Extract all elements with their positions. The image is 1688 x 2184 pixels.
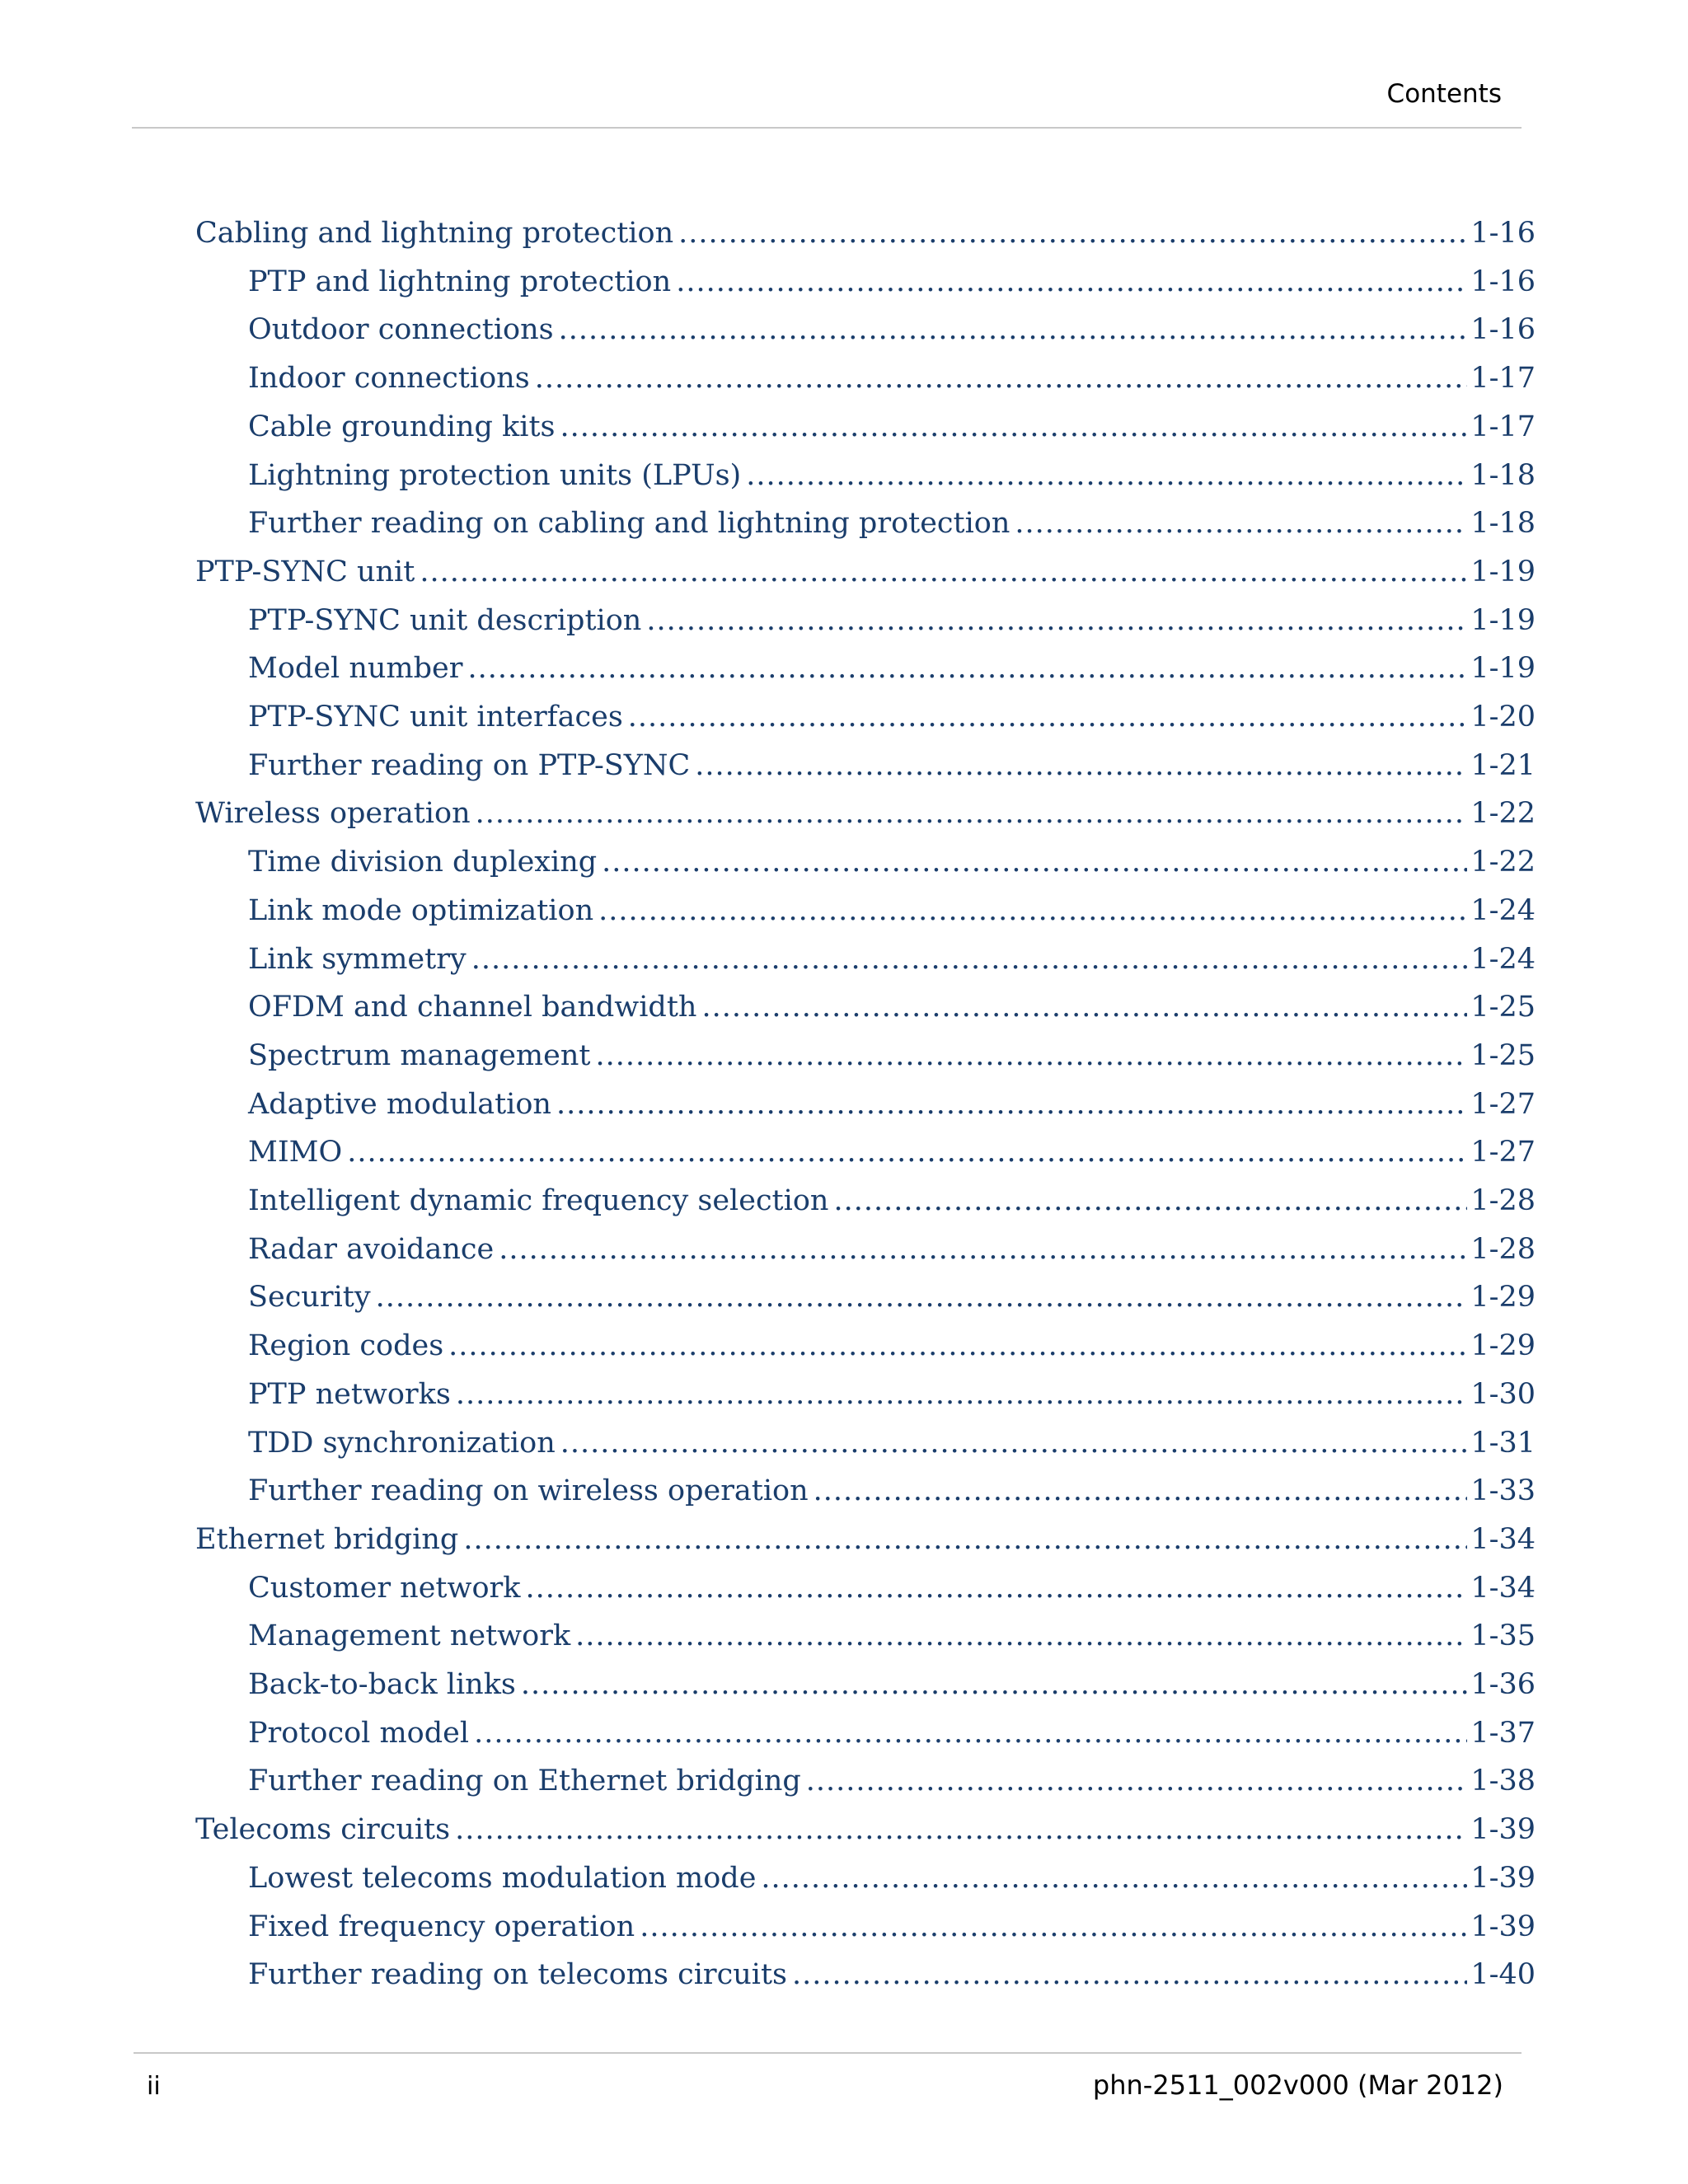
toc-entry[interactable] <box>248 309 1536 350</box>
toc-entry[interactable] <box>248 261 1536 302</box>
toc-dot-leader <box>595 1035 1467 1076</box>
toc-dot-leader <box>761 1858 1467 1899</box>
toc-dot-leader <box>560 1422 1468 1464</box>
toc-entry-title: Ethernet bridging <box>195 1523 459 1556</box>
toc-entry[interactable] <box>195 213 1536 254</box>
toc-entry-page: 1-16 <box>1470 313 1536 346</box>
toc-entry-title: PTP networks <box>248 1378 451 1411</box>
toc-entry-title: Link symmetry <box>248 943 467 976</box>
toc-entry-page: 1-25 <box>1470 1039 1536 1072</box>
toc-entry-page: 1-16 <box>1470 217 1536 250</box>
toc-entry[interactable] <box>248 358 1536 399</box>
toc-entry-title: Region codes <box>248 1329 444 1362</box>
toc-entry-title: Further reading on Ethernet bridging <box>248 1765 801 1797</box>
toc-entry-title: Further reading on telecoms circuits <box>248 1958 787 1991</box>
toc-dot-leader <box>646 600 1467 641</box>
toc-dot-leader <box>640 1906 1467 1947</box>
toc-entry-page: 1-20 <box>1470 701 1536 733</box>
toc-entry[interactable] <box>248 406 1536 448</box>
toc-entry-title: Link mode optimization <box>248 894 594 927</box>
toc-entry[interactable] <box>195 551 1536 593</box>
toc-entry[interactable] <box>248 648 1536 689</box>
toc-entry-title: Lightning protection units (LPUs) <box>248 459 742 492</box>
toc-dot-leader <box>559 309 1468 350</box>
toc-entry-title: Indoor connections <box>248 362 530 395</box>
toc-dot-leader <box>701 987 1467 1028</box>
toc-entry-page: 1-37 <box>1470 1717 1536 1750</box>
toc-entry[interactable] <box>248 1858 1536 1899</box>
toc-entry-page: 1-39 <box>1470 1813 1536 1846</box>
toc-entry[interactable] <box>248 1713 1536 1754</box>
toc-entry-page: 1-35 <box>1470 1619 1536 1652</box>
toc-dot-leader <box>602 841 1467 883</box>
toc-entry[interactable] <box>248 1084 1536 1125</box>
toc-entry-title: MIMO <box>248 1136 343 1169</box>
toc-dot-leader <box>814 1470 1468 1511</box>
toc-entry-page: 1-39 <box>1470 1862 1536 1895</box>
toc-entry[interactable] <box>248 1906 1536 1947</box>
toc-dot-leader <box>448 1325 1467 1366</box>
toc-entry-title: Model number <box>248 652 463 685</box>
toc-entry-page: 1-34 <box>1470 1572 1536 1605</box>
toc-entry[interactable] <box>248 1568 1536 1609</box>
toc-entry-page: 1-19 <box>1470 555 1536 588</box>
toc-entry-title: Protocol model <box>248 1717 470 1750</box>
toc-dot-leader <box>525 1568 1467 1609</box>
toc-entry-page: 1-29 <box>1470 1329 1536 1362</box>
toc-entry-title: Management network <box>248 1619 571 1652</box>
toc-entry-page: 1-30 <box>1470 1378 1536 1411</box>
toc-entry[interactable] <box>195 1519 1536 1560</box>
toc-entry-title: Lowest telecoms modulation mode <box>248 1862 757 1895</box>
toc-entry[interactable] <box>248 1277 1536 1318</box>
footer-page-number: ii <box>147 2072 161 2101</box>
toc-dot-leader <box>556 1084 1467 1125</box>
toc-entry-page: 1-39 <box>1470 1910 1536 1943</box>
toc-entry-page: 1-36 <box>1470 1668 1536 1701</box>
toc-entry-title: Cable grounding kits <box>248 410 556 443</box>
toc-entry[interactable] <box>248 987 1536 1028</box>
toc-entry-title: Outdoor connections <box>248 313 554 346</box>
toc-entry[interactable] <box>248 1180 1536 1221</box>
toc-entry[interactable] <box>248 1760 1536 1802</box>
toc-entry-title: Customer network <box>248 1572 521 1605</box>
toc-entry-title: TDD synchronization <box>248 1427 556 1460</box>
toc-entry-page: 1-22 <box>1470 846 1536 879</box>
toc-dot-leader <box>376 1277 1468 1318</box>
toc-entry-page: 1-21 <box>1470 749 1536 782</box>
toc-dot-leader <box>792 1954 1467 1995</box>
toc-dot-leader <box>471 939 1468 980</box>
toc-dot-leader <box>628 696 1468 738</box>
toc-entry-title: Back-to-back links <box>248 1668 516 1701</box>
toc-entry[interactable] <box>248 1325 1536 1366</box>
toc-entry-title: Telecoms circuits <box>195 1813 451 1846</box>
toc-entry-title: Wireless operation <box>195 797 471 830</box>
toc-entry-page: 1-38 <box>1470 1765 1536 1797</box>
toc-entry[interactable] <box>248 890 1536 931</box>
toc-entry[interactable] <box>248 1954 1536 1995</box>
toc-entry-page: 1-27 <box>1470 1088 1536 1121</box>
toc-entry-page: 1-31 <box>1470 1427 1536 1460</box>
toc-entry-title: Radar avoidance <box>248 1233 495 1266</box>
toc-dot-leader <box>1015 503 1467 544</box>
header-title: Contents <box>1386 79 1502 109</box>
toc-dot-leader <box>420 551 1467 593</box>
toc-entry[interactable] <box>248 745 1536 786</box>
toc-entry-title: Spectrum management <box>248 1039 591 1072</box>
toc-entry-page: 1-19 <box>1470 604 1536 637</box>
toc-dot-leader <box>347 1132 1467 1173</box>
toc-entry[interactable] <box>248 600 1536 641</box>
toc-entry-page: 1-18 <box>1470 507 1536 540</box>
footer-doc-id: phn-2511_002v000 (Mar 2012) <box>1092 2069 1503 2101</box>
toc-entry[interactable] <box>248 696 1536 738</box>
toc-entry[interactable] <box>248 939 1536 980</box>
toc-dot-leader <box>476 793 1468 834</box>
toc-entry-page: 1-16 <box>1470 265 1536 298</box>
toc-entry-title: Fixed frequency operation <box>248 1910 635 1943</box>
toc-entry-page: 1-34 <box>1470 1523 1536 1556</box>
toc-entry-page: 1-17 <box>1470 410 1536 443</box>
toc-entry-page: 1-25 <box>1470 991 1536 1024</box>
toc-entry[interactable] <box>195 793 1536 834</box>
toc-dot-leader <box>455 1809 1467 1850</box>
toc-entry-title: PTP-SYNC unit interfaces <box>248 701 623 733</box>
toc-entry[interactable] <box>248 1229 1536 1270</box>
toc-dot-leader <box>676 261 1467 302</box>
toc-dot-leader <box>678 213 1467 254</box>
toc-entry-title: Intelligent dynamic frequency selection <box>248 1184 829 1217</box>
toc-entry-title: Further reading on wireless operation <box>248 1474 809 1507</box>
toc-entry-page: 1-24 <box>1470 894 1536 927</box>
toc-entry[interactable] <box>248 455 1536 496</box>
toc-entry-page: 1-19 <box>1470 652 1536 685</box>
toc-entry[interactable] <box>248 1132 1536 1173</box>
toc-entry-title: OFDM and channel bandwidth <box>248 991 697 1024</box>
toc-dot-leader <box>535 358 1468 399</box>
toc-entry-title: PTP-SYNC unit description <box>248 604 642 637</box>
toc-entry-page: 1-28 <box>1470 1184 1536 1217</box>
toc-dot-leader <box>746 455 1467 496</box>
toc-entry-page: 1-40 <box>1470 1958 1536 1991</box>
toc-entry-page: 1-28 <box>1470 1233 1536 1266</box>
toc-entry[interactable] <box>248 1664 1536 1705</box>
toc-entry-title: Adaptive modulation <box>248 1088 551 1121</box>
toc-entry-page: 1-33 <box>1470 1474 1536 1507</box>
toc-dot-leader <box>463 1519 1467 1560</box>
toc-entry-page: 1-18 <box>1470 459 1536 492</box>
toc-dot-leader <box>598 890 1467 931</box>
toc-entry-title: Further reading on PTP-SYNC <box>248 749 691 782</box>
toc-dot-leader <box>521 1664 1467 1705</box>
toc-entry[interactable] <box>248 1422 1536 1464</box>
toc-entry[interactable] <box>248 1470 1536 1511</box>
page-header <box>132 76 1522 129</box>
toc-entry-title: PTP-SYNC unit <box>195 555 415 588</box>
toc-dot-leader <box>467 648 1467 689</box>
toc-dot-leader <box>806 1760 1468 1802</box>
toc-entry-page: 1-27 <box>1470 1136 1536 1169</box>
toc-dot-leader <box>575 1615 1467 1657</box>
toc-entry-title: Further reading on cabling and lightning protection <box>248 507 1010 540</box>
toc-dot-leader <box>560 406 1467 448</box>
toc-entry-title: Cabling and lightning protection <box>195 217 674 250</box>
toc-entry[interactable] <box>248 1374 1536 1415</box>
toc-entry-page: 1-24 <box>1470 943 1536 976</box>
toc-entry-page: 1-17 <box>1470 362 1536 395</box>
toc-entry-page: 1-29 <box>1470 1281 1536 1314</box>
toc-entry[interactable] <box>248 841 1536 883</box>
page-footer <box>134 2052 1522 2101</box>
toc-entry-title: PTP and lightning protection <box>248 265 672 298</box>
toc-dot-leader <box>474 1713 1467 1754</box>
toc-entry[interactable] <box>195 1809 1536 1850</box>
toc-dot-leader <box>695 745 1467 786</box>
toc-entry-page: 1-22 <box>1470 797 1536 830</box>
toc-entry[interactable] <box>248 503 1536 544</box>
toc-entry-title: Security <box>248 1281 371 1314</box>
toc-entry[interactable] <box>248 1035 1536 1076</box>
toc-entry-title: Time division duplexing <box>248 846 598 879</box>
toc-dot-leader <box>499 1229 1467 1270</box>
toc-dot-leader <box>456 1374 1468 1415</box>
toc-dot-leader <box>833 1180 1467 1221</box>
toc-entry[interactable] <box>248 1615 1536 1657</box>
